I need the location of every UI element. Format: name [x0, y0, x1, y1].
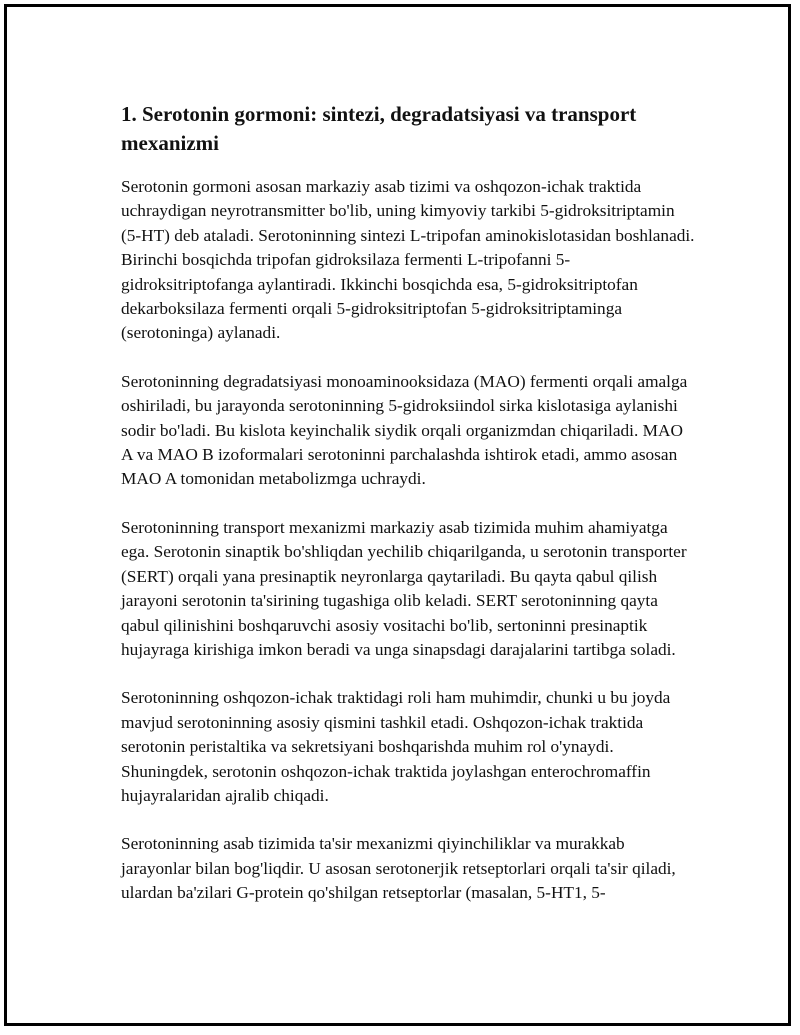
paragraph-transport: Serotoninning transport mexanizmi markaziy asab tizimida muhim ahamiyatga ega. Serotonin sinaptik bo'shliqdan yechilib chiqarilganda, u serotonin transporter (SERT) orqali yana presinaptik neyronlarga qaytariladi. Bu qayta qabul qilish jarayoni serotonin ta'sirining tugashiga olib keladi. SERT serotoninning qayta qabul qilinishini boshqaruvchi asosiy vositachi bo'lib, sertoninni presinaptik hujayraga kirishiga imkon beradi va unga sinapsdagi darajalarini tartibga soladi.: [121, 517, 687, 659]
document-page: [4, 4, 791, 1026]
paragraph-synthesis: Serotonin gormoni asosan markaziy asab tizimi va oshqozon-ichak traktida uchraydigan neyrotransmitter bo'lib, uning kimyoviy tarkibi 5-gidroksitriptamin (5-HT) deb ataladi. Serotoninning sintezi L-tripofan aminokislotasidan boshlanadi. Birinchi bosqichda tripofan gidroksilaza fermenti L-tripofanni 5-gidroksitriptofanga aylantiradi. Ikkinchi bosqichda esa, 5-gidroksitriptofan dekarboksilaza fermenti orqali 5-gidroksitriptofan 5-gidroksitriptaminga (serotoninga) aylanadi.: [121, 177, 695, 343]
paragraph-receptors: Serotoninning asab tizimida ta'sir mexanizmi qiyinchiliklar va murakkab jarayonlar bilan bog'liqdir. U asosan serotonerjik retseptorlari orqali ta'sir qiladi, ulardan ba'zilari G-protein qo'shilgan retseptorlar (masalan, 5-HT1, 5-: [121, 834, 676, 903]
paragraph-gut-role: Serotoninning oshqozon-ichak traktidagi roli ham muhimdir, chunki u bu joyda mavjud serotoninning asosiy qismini tashkil etadi. Oshqozon-ichak traktida serotonin peristaltika va sekretsiyani boshqarishda muhim rol o'ynaydi. Shuningdek, serotonin oshqozon-ichak traktida joylashgan enterochromaffin hujayralaridan ajralib chiqadi.: [121, 688, 671, 805]
section-heading: 1. Serotonin gormoni: sintezi, degradatsiyasi va transport mexanizmi: [121, 102, 637, 155]
paragraph-degradation: Serotoninning degradatsiyasi monoaminooksidaza (MAO) fermenti orqali amalga oshiriladi, bu jarayonda serotoninning 5-gidroksiindol sirka kislotasiga aylanishi sodir bo'ladi. Bu kislota keyinchalik siydik orqali organizmdan chiqariladi. MAO A va MAO B izoformalari serotoninni parchalashda ishtirok etadi, ammo asosan MAO A tomonidan metabolizmga uchraydi.: [121, 371, 688, 489]
document-body: [121, 100, 696, 906]
